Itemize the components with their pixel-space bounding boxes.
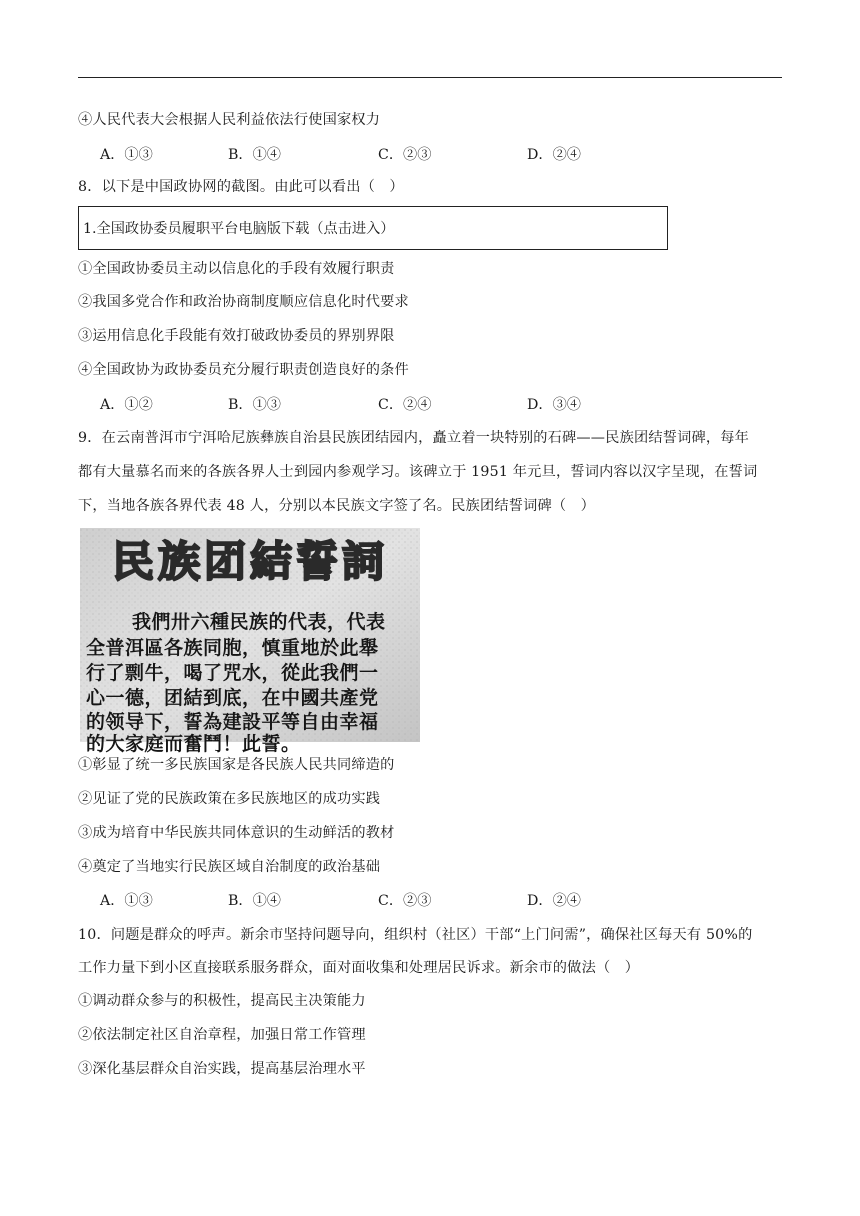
q8-option-c[interactable]: C．②④ bbox=[378, 397, 432, 413]
stele-line-4: 心一德，团結到底，在中國共產党 bbox=[86, 687, 379, 709]
q10-stem-line-2: 工作力量下到小区直接联系服务群众，面对面收集和处理居民诉求。新余市的做法（ ） bbox=[78, 960, 640, 976]
q8-option-d[interactable]: D．③④ bbox=[527, 397, 581, 413]
q9-item-1: ①彰显了统一多民族国家是各民族人民共同缔造的 bbox=[78, 757, 395, 773]
q7-option-a[interactable]: A．①③ bbox=[100, 147, 153, 163]
stele-line-5: 的领导下，誓為建設平等自由幸福 bbox=[86, 711, 379, 733]
q8-screenshot-link[interactable]: 1.全国政协委员履职平台电脑版下载（点击进入） bbox=[83, 221, 395, 237]
q9-item-3: ③成为培育中华民族共同体意识的生动鲜活的教材 bbox=[78, 825, 395, 841]
q10-item-1: ①调动群众参与的积极性，提高民主决策能力 bbox=[78, 993, 366, 1009]
q10-stem-line-1: 10．问题是群众的呼声。新余市坚持问题导向，组织村（社区）干部“上门问需”，确保社区每天有 50%的 bbox=[78, 927, 753, 943]
stele-line-2: 全普洱區各族同胞，慎重地於此舉 bbox=[86, 637, 379, 659]
stele-line-1: 我們卅六種民族的代表，代表 bbox=[132, 611, 386, 633]
q9-stem-line-1: 9．在云南普洱市宁洱哈尼族彝族自治县民族团结园内，矗立着一块特别的石碑——民族团结誓词碑，每年 bbox=[78, 430, 750, 446]
header-rule bbox=[78, 77, 782, 78]
q8-item-2: ②我国多党合作和政治协商制度顺应信息化时代要求 bbox=[78, 294, 409, 310]
stele-line-6: 的大家庭而奮鬥！此誓。 bbox=[86, 733, 301, 755]
q7-item-4: ④人民代表大会根据人民利益依法行使国家权力 bbox=[78, 112, 381, 128]
q7-option-b[interactable]: B．①④ bbox=[228, 147, 281, 163]
q10-item-2: ②依法制定社区自治章程，加强日常工作管理 bbox=[78, 1027, 366, 1043]
stele-title: 民族团結誓詞 bbox=[111, 537, 389, 586]
q9-option-a[interactable]: A．①③ bbox=[100, 893, 153, 909]
stele-photo bbox=[80, 528, 420, 755]
q9-option-c[interactable]: C．②③ bbox=[378, 893, 432, 909]
q8-item-4: ④全国政协为政协委员充分履行职责创造良好的条件 bbox=[78, 362, 409, 378]
stele-line-3: 行了剽牛，喝了咒水，從此我們一 bbox=[86, 662, 379, 684]
q8-option-a[interactable]: A．①② bbox=[100, 397, 153, 413]
q9-option-d[interactable]: D．②④ bbox=[527, 893, 581, 909]
q10-item-3: ③深化基层群众自治实践，提高基层治理水平 bbox=[78, 1061, 366, 1077]
q8-option-b[interactable]: B．①③ bbox=[228, 397, 281, 413]
q8-item-3: ③运用信息化手段能有效打破政协委员的界别界限 bbox=[78, 328, 395, 344]
q9-item-4: ④奠定了当地实行民族区域自治制度的政治基础 bbox=[78, 859, 381, 875]
q9-option-b[interactable]: B．①④ bbox=[228, 893, 281, 909]
q8-stem: 8．以下是中国政协网的截图。由此可以看出（ ） bbox=[78, 179, 404, 195]
q8-item-1: ①全国政协委员主动以信息化的手段有效履行职责 bbox=[78, 261, 395, 277]
q7-option-d[interactable]: D．②④ bbox=[527, 147, 581, 163]
q9-item-2: ②见证了党的民族政策在多民族地区的成功实践 bbox=[78, 791, 381, 807]
q9-stem-line-3: 下，当地各族各界代表 48 人，分别以本民族文字签了名。民族团结誓词碑（ ） bbox=[78, 498, 596, 514]
q7-option-c[interactable]: C．②③ bbox=[378, 147, 432, 163]
q8-screenshot-box bbox=[78, 206, 668, 250]
q9-stem-line-2: 都有大量慕名而来的各族各界人士到园内参观学习。该碑立于 1951 年元旦，誓词内容以汉字呈现，在誓词 bbox=[78, 464, 758, 480]
